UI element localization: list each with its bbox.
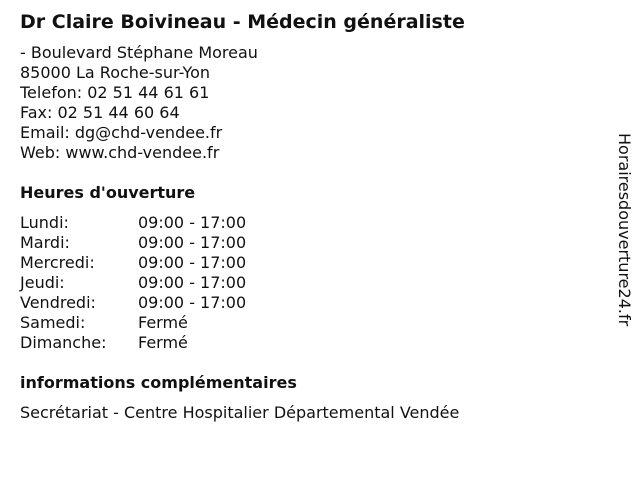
- time-value: 09:00 - 17:00: [138, 233, 247, 252]
- site-watermark: Horairesdouverture24.fr: [615, 133, 634, 327]
- page-title: Dr Claire Boivineau - Médecin généraliste: [20, 11, 465, 33]
- day-label: Samedi:: [20, 313, 86, 332]
- hours-row-tuesday: [20, 233, 300, 253]
- day-label: Mercredi:: [20, 253, 95, 272]
- day-label: Jeudi:: [20, 273, 65, 292]
- day-label: Dimanche:: [20, 333, 107, 352]
- hours-row-thursday: [20, 273, 300, 293]
- email-line[interactable]: Email: dg@chd-vendee.fr: [20, 123, 223, 142]
- time-value: Fermé: [138, 333, 188, 352]
- day-label: Mardi:: [20, 233, 70, 252]
- time-value: 09:00 - 17:00: [138, 253, 247, 272]
- hours-row-monday: [20, 213, 300, 233]
- time-value: 09:00 - 17:00: [138, 293, 247, 312]
- time-value: 09:00 - 17:00: [138, 213, 247, 232]
- fax-line: Fax: 02 51 44 60 64: [20, 103, 180, 122]
- hours-row-friday: [20, 293, 300, 313]
- additional-info-text: Secrétariat - Centre Hospitalier Départemental Vendée: [20, 403, 460, 422]
- address-block: [20, 43, 258, 163]
- hours-row-sunday: [20, 333, 300, 353]
- phone-line: Telefon: 02 51 44 61 61: [20, 83, 210, 102]
- day-label: Vendredi:: [20, 293, 96, 312]
- street-address: - Boulevard Stéphane Moreau: [20, 43, 258, 62]
- web-line[interactable]: Web: www.chd-vendee.fr: [20, 143, 220, 162]
- day-label: Lundi:: [20, 213, 69, 232]
- hours-row-saturday: [20, 313, 300, 333]
- time-value: 09:00 - 17:00: [138, 273, 247, 292]
- city-line: 85000 La Roche-sur-Yon: [20, 63, 211, 82]
- additional-info-heading: informations complémentaires: [20, 373, 297, 392]
- hours-row-wednesday: [20, 253, 300, 273]
- opening-hours-heading: Heures d'ouverture: [20, 183, 196, 202]
- opening-hours-table: [20, 213, 300, 353]
- time-value: Fermé: [138, 313, 188, 332]
